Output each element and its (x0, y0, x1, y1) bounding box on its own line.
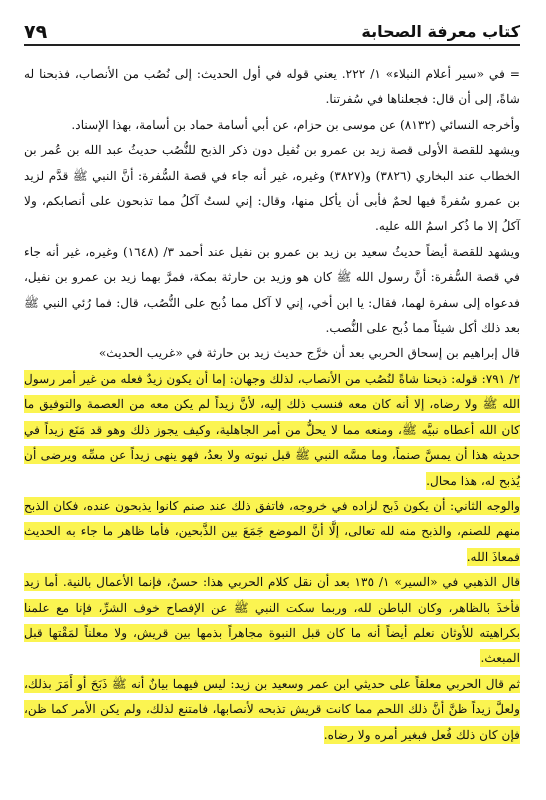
page-number: ٧٩ (24, 21, 48, 43)
highlighted-text: ٢/ ٧٩١: قوله: ذبحنا شاةً لنُصُب من الأنصاب، لذلك وجهان: إما أن يكون زيدٌ فعله من غير أمر رسول الله ﷺ ولا رضاه، إلا أنه كان معه فنسب ذلك إليه، لأنَّ زيداً لم يكن معه من العصمة والتوفيق ما كان الله أعطاه نبيَّه ﷺ، ومنعه مما لا يحلُّ من أمر الجاهلية، وكيف يجوز ذلك وهو قد مَنَع زيداً في حديثه هذا أن يمسَّ صنماً، وما مسَّه النبي ﷺ قبل نبوته ولا بعدُ، فهو ينهى زيداً عن مسِّه ويرضى أن يُذبح له، هذا محال. (24, 371, 520, 488)
paragraph (24, 138, 520, 240)
running-title: كتاب معرفة الصحابة (361, 22, 520, 41)
paragraph (24, 341, 520, 366)
highlighted-text: ثم قال الحربي معلقاً على حديثي ابن عمر وسعيد بن زيد: ليس فيهما بيانٌ أنه ﷺ ذَبَحَ أو أَمَرَ بذلك، ولعلَّ زيداً ظنَّ أنَّ ذلك اللحم مما كانت قريش تذبحه لأنصابها، فامتنع لذلك، ولم يكن الأمر كما ظن، فإن كان ذلك فُعل فبغير أمره ولا رضاه. (24, 676, 520, 742)
paragraph-text: ويشهد للقصة الأولى قصة زيد بن عمرو بن نُفيل دون ذكر الذبح للنُّصُب حديثُ عبد الله بن عُمر بن الخطاب عند البخاري (٣٨٢٦) و(٣٨٢٧) وغيره، غير أنه جاء في قصة السُّفرة: أنَّ النبي ﷺ قدَّم لزيد بن عمرو سُفرةً فيها لحمٌ فأبى أن يأكل منها، وقال: إني لستُ آكلُ مما تذبحون على أنصابكم، ولا آكلُ إلا ما ذُكر اسمُ الله عليه. (24, 143, 520, 234)
highlighted-paragraph (24, 570, 520, 672)
page-body (24, 62, 520, 748)
paragraph-text: = في «سير أعلام النبلاء» ١/ ٢٢٢. يعني قوله في أول الحديث: إلى نُصُب من الأنصاب، فذبحنا له شاةً، إلى أن قال: فجعلناها في سُفرتنا. (24, 67, 521, 107)
paragraph-text: قال إبراهيم بن إسحاق الحربي بعد أن خرَّج حديث زيد بن حارثة في «غريب الحديث» (98, 346, 520, 361)
paragraph (24, 240, 520, 342)
highlighted-paragraph (24, 672, 520, 748)
paragraph-text: وأخرجه النسائي (٨١٣٢) عن موسى بن حزام، عن أبي أسامة حماد بن أسامة، بهذا الإسناد. (71, 117, 520, 132)
paragraph (24, 113, 520, 138)
paragraph (24, 62, 520, 113)
page-header (24, 14, 520, 46)
highlighted-paragraph (24, 367, 520, 494)
paragraph-text: ويشهد للقصة أيضاً حديثُ سعيد بن زيد بن عمرو بن نفيل عند أحمد ٣/ (١٦٤٨) وغيره، غير أنه جاء في قصة السُّفرة: أنَّ رسول الله ﷺ كان هو وزيد بن حارثة بمكة، فمرَّ بهما زيد بن عمرو بن نفيل، فدعواه إلى سفرة لهما، فقال: يا ابن أخي، إني لا آكل مما ذُبح على النُّصُب، قال: فما رُئي النبي ﷺ بعد ذلك أكل شيئاً مما ذُبح على النُّصب. (24, 244, 520, 336)
highlighted-text: قال الذهبي في «السير» ١/ ١٣٥ بعد أن نقل كلام الحربي هذا: حسنٌ، فإنما الأعمال بالنية. أما زيد فأخذَ بالظاهر، وكان الباطن لله، وربما سكت النبي ﷺ عن الإفصاح خوف الشرِّ، فإنا مع علمنا بكراهيته للأوثان نعلم أيضاً أنه ما كان قبل النبوة مجاهراً بذمها بين قريش، ولا معلناً لمَقْتها قبل المبعث. (24, 575, 521, 666)
highlighted-paragraph (24, 494, 520, 570)
highlighted-text: والوجه الثاني: أن يكون ذَبح لزاده في خروجه، فاتفق ذلك عند صنم كانوا يذبحون عنده، فكان الذبح منهم للصنم، والذبح منه لله تعالى، إلَّا أنَّ الموضع جَمَعَ بين الذَّبحين، فأما ظاهر ما جاء به الحديث فمعاذَ الله. (24, 498, 520, 564)
